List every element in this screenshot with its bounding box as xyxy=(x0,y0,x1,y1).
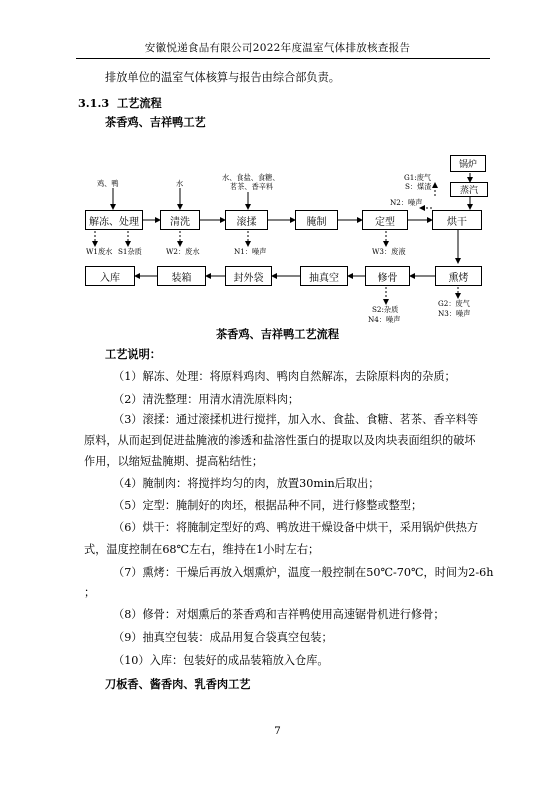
step-box-marinate: 腌制 xyxy=(295,210,338,230)
step-line: （2）清洗整理：用清水清洗原料肉； xyxy=(113,393,300,406)
step-line: （7）熏烤：干燥后再放入烟熏炉，温度一般控制在50℃-70℃，时间为2-6h xyxy=(113,566,494,579)
step-line: （4）腌制肉：将搅拌均匀的肉，放置30min后取出； xyxy=(113,477,380,490)
intro-paragraph: 排放单位的温室气体核算与报告由综合部负责。 xyxy=(105,71,340,84)
step-line: （10）入库：包装好的成品装箱放入仓库。 xyxy=(113,654,329,667)
output-label-s: S：煤渣 xyxy=(405,182,432,191)
output-label-w2: W2：废水 xyxy=(166,247,200,256)
output-label-s1: S1杂质 xyxy=(118,247,142,256)
step-box-tumble: 滚揉 xyxy=(225,210,268,230)
step-line: （8）修骨：对烟熏后的茶香鸡和吉祥鸭使用高速锯骨机进行修骨； xyxy=(113,608,445,621)
input-label-thaw: 鸡、鸭 xyxy=(97,179,119,188)
step-line: 作用，以缩短盐腌期、提高粘结性； xyxy=(84,455,264,468)
output-label-n2: N2：噪声 xyxy=(390,198,423,207)
diagram-caption: 茶香鸡、吉祥鸭工艺流程 xyxy=(215,327,340,341)
step-box-store: 入库 xyxy=(85,266,135,286)
steam-box: 蒸汽 xyxy=(450,182,488,197)
step-line: 原料，从而起到促进盐腌液的渗透和盐溶性蛋白的提取以及肉块表面组织的破坏 xyxy=(84,434,476,447)
step-line: ； xyxy=(84,586,96,599)
step-box-vacuum: 抽真空 xyxy=(300,266,348,286)
next-subheading: 刀板香、酱香肉、乳香肉工艺 xyxy=(105,677,251,691)
input-label-wash: 水 xyxy=(176,179,184,188)
output-label-g1: G1:废气 xyxy=(404,173,432,182)
output-label-s2: S2:杂质 xyxy=(372,305,399,314)
step-box-dry: 烘干 xyxy=(432,210,482,230)
subheading: 茶香鸡、吉祥鸭工艺 xyxy=(105,115,206,129)
output-label-g2: G2：废气 xyxy=(438,299,470,308)
page-header: 安徽悦递食品有限公司2022年度温室气体排放核查报告 xyxy=(144,42,411,54)
section-title: 工艺流程 xyxy=(116,96,162,110)
output-label-n3: N3：噪声 xyxy=(438,309,471,318)
step-line: （3）滚揉：通过滚揉机进行搅拌，加入水、食盐、食糖、茗茶、香辛料等 xyxy=(113,413,479,426)
step-line: （6）烘干：将腌制定型好的鸡、鸭放进干燥设备中烘干，采用锅炉供热方 xyxy=(113,521,479,534)
step-box-shape: 定型 xyxy=(362,210,408,230)
output-label-n1: N1：噪声 xyxy=(234,247,267,256)
step-box-wash: 清洗 xyxy=(160,210,200,230)
explain-title: 工艺说明： xyxy=(105,347,161,361)
output-label-w3: W3：废液 xyxy=(372,247,406,256)
step-box-thaw: 解冻、处理 xyxy=(85,210,143,230)
input-label-tumble-1: 水、食盐、食糖、 xyxy=(222,173,280,182)
step-box-smoke: 熏烤 xyxy=(435,266,482,286)
step-line: 式，温度控制在68℃左右，维持在1小时左右； xyxy=(84,543,320,556)
step-box-bone-trim: 修骨 xyxy=(365,266,410,286)
output-label-w1: W1废水 xyxy=(86,247,113,256)
input-label-tumble-2: 茗茶、香辛料 xyxy=(230,182,274,191)
step-box-outer-bag: 封外袋 xyxy=(225,266,272,286)
step-line: （1）解冻、处理：将原料鸡肉、鸭肉自然解冻，去除原料肉的杂质； xyxy=(113,370,456,383)
boiler-box: 锅炉 xyxy=(450,155,486,172)
page-number: 7 xyxy=(274,725,281,737)
section-number: 3.1.3 xyxy=(78,96,110,110)
step-line: （5）定型：腌制好的肉坯，根据品种不同，进行修整或整型； xyxy=(113,499,423,512)
output-label-n4: N4：噪声 xyxy=(368,315,401,324)
step-line: （9）抽真空包装：成品用复合袋真空包装； xyxy=(113,631,333,644)
step-box-box: 装箱 xyxy=(157,266,206,286)
